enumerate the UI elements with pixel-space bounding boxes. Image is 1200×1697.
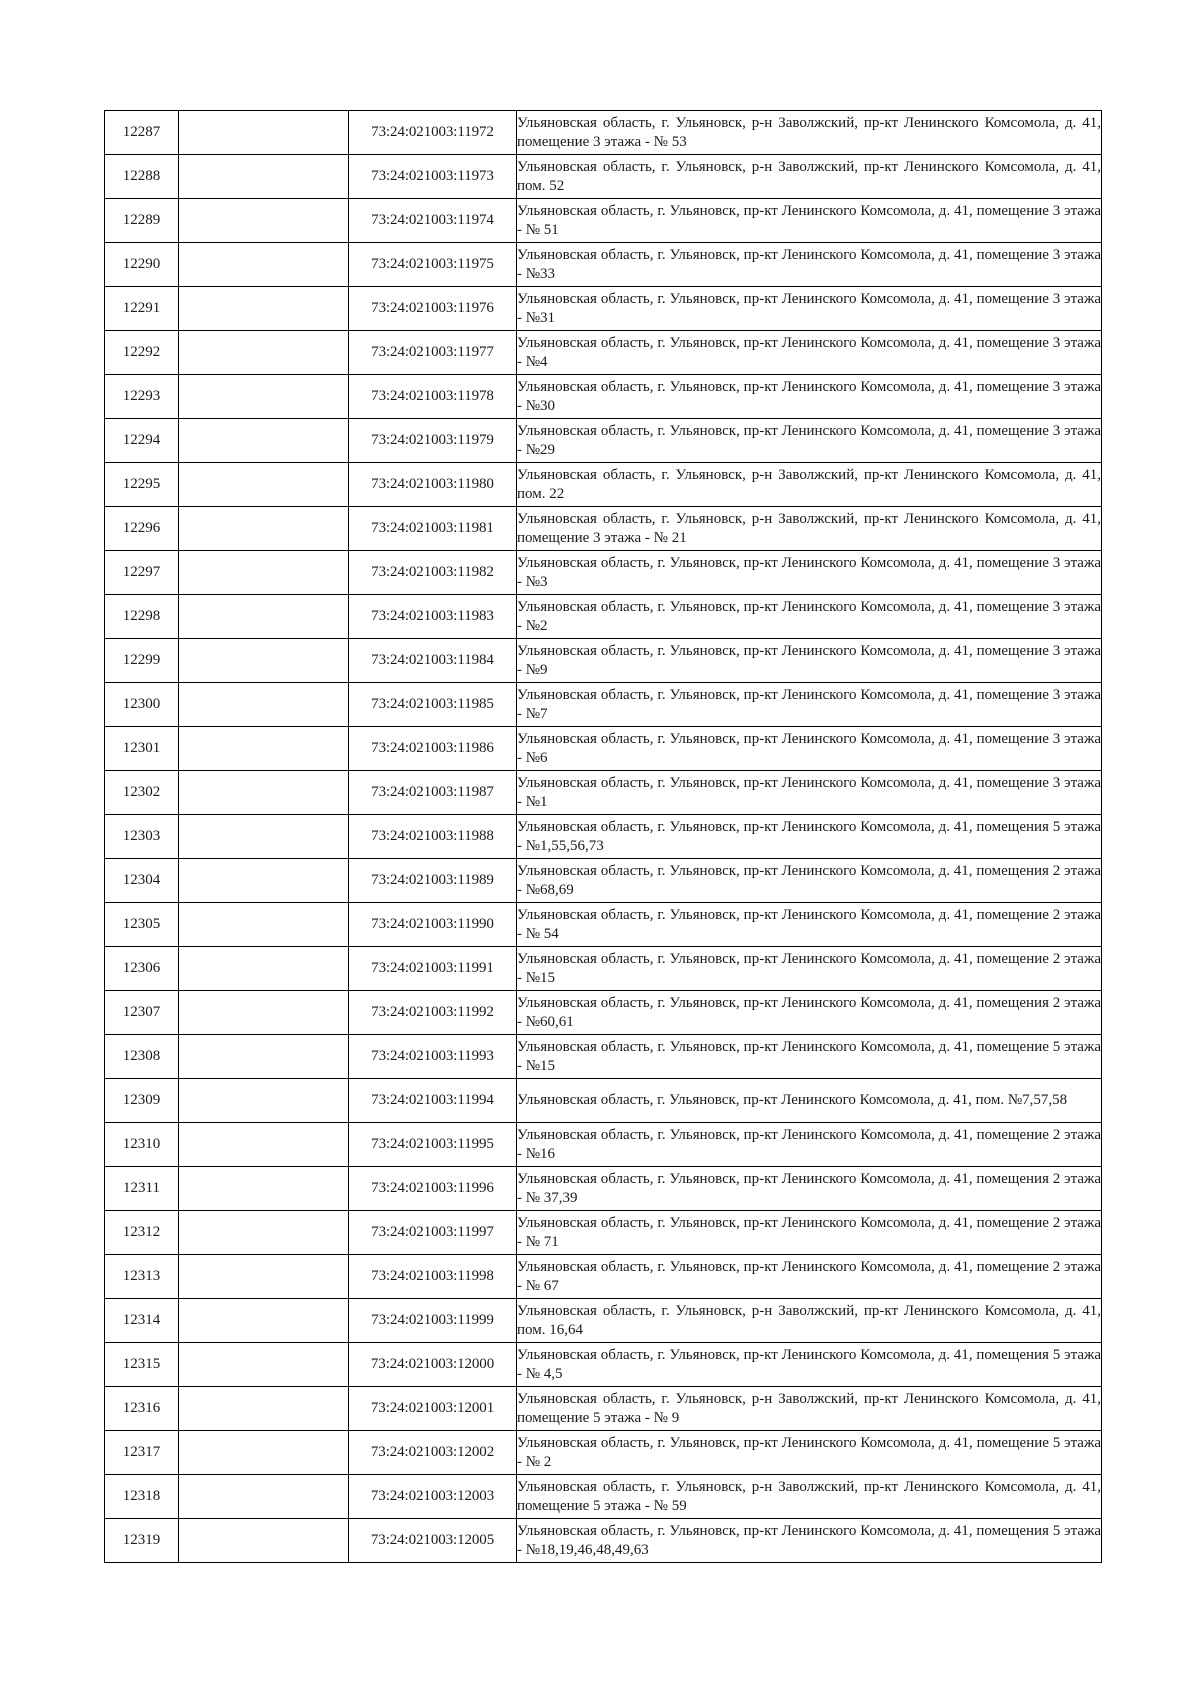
registry-table-body	[105, 111, 1102, 1563]
cadastral-number-cell: 73:24:021003:11978	[349, 375, 517, 419]
cadastral-number-cell: 73:24:021003:12003	[349, 1475, 517, 1519]
row-number-cell: 12314	[105, 1299, 179, 1343]
cadastral-number-cell: 73:24:021003:11977	[349, 331, 517, 375]
empty-cell	[179, 287, 349, 331]
empty-cell	[179, 1255, 349, 1299]
row-number-cell: 12316	[105, 1387, 179, 1431]
empty-cell	[179, 1299, 349, 1343]
cadastral-number-cell: 73:24:021003:11995	[349, 1123, 517, 1167]
row-number-cell: 12295	[105, 463, 179, 507]
empty-cell	[179, 1035, 349, 1079]
row-number-cell: 12297	[105, 551, 179, 595]
row-number-cell: 12310	[105, 1123, 179, 1167]
address-cell: Ульяновская область, г. Ульяновск, пр-кт Ленинского Комсомола, д. 41, помещения 2 этажа - №68,69	[517, 859, 1102, 903]
address-cell: Ульяновская область, г. Ульяновск, пр-кт Ленинского Комсомола, д. 41, помещения 2 этажа - № 37,39	[517, 1167, 1102, 1211]
cadastral-number-cell: 73:24:021003:11985	[349, 683, 517, 727]
cadastral-number-cell: 73:24:021003:11998	[349, 1255, 517, 1299]
address-cell: Ульяновская область, г. Ульяновск, пр-кт Ленинского Комсомола, д. 41, помещения 5 этажа - №1,55,56,73	[517, 815, 1102, 859]
empty-cell	[179, 155, 349, 199]
row-number-cell: 12311	[105, 1167, 179, 1211]
table-row	[105, 1475, 1102, 1519]
table-row	[105, 1387, 1102, 1431]
address-cell: Ульяновская область, г. Ульяновск, р-н Заволжский, пр-кт Ленинского Комсомола, д. 41, помещение 5 этажа - № 9	[517, 1387, 1102, 1431]
table-row	[105, 199, 1102, 243]
cadastral-number-cell: 73:24:021003:11989	[349, 859, 517, 903]
row-number-cell: 12313	[105, 1255, 179, 1299]
address-cell: Ульяновская область, г. Ульяновск, р-н Заволжский, пр-кт Ленинского Комсомола, д. 41, помещение 5 этажа - № 59	[517, 1475, 1102, 1519]
table-row	[105, 771, 1102, 815]
row-number-cell: 12291	[105, 287, 179, 331]
address-cell: Ульяновская область, г. Ульяновск, пр-кт Ленинского Комсомола, д. 41, помещение 2 этажа - № 54	[517, 903, 1102, 947]
table-row	[105, 1343, 1102, 1387]
row-number-cell: 12306	[105, 947, 179, 991]
empty-cell	[179, 507, 349, 551]
row-number-cell: 12292	[105, 331, 179, 375]
address-cell: Ульяновская область, г. Ульяновск, р-н Заволжский, пр-кт Ленинского Комсомола, д. 41, пом. 22	[517, 463, 1102, 507]
address-cell: Ульяновская область, г. Ульяновск, пр-кт Ленинского Комсомола, д. 41, помещение 3 этажа - № 51	[517, 199, 1102, 243]
address-cell: Ульяновская область, г. Ульяновск, пр-кт Ленинского Комсомола, д. 41, помещение 2 этажа - № 71	[517, 1211, 1102, 1255]
cadastral-number-cell: 73:24:021003:11979	[349, 419, 517, 463]
cadastral-number-cell: 73:24:021003:11996	[349, 1167, 517, 1211]
table-row	[105, 1211, 1102, 1255]
table-row	[105, 111, 1102, 155]
table-row	[105, 331, 1102, 375]
row-number-cell: 12318	[105, 1475, 179, 1519]
empty-cell	[179, 683, 349, 727]
row-number-cell: 12308	[105, 1035, 179, 1079]
empty-cell	[179, 639, 349, 683]
empty-cell	[179, 859, 349, 903]
empty-cell	[179, 947, 349, 991]
address-cell: Ульяновская область, г. Ульяновск, пр-кт Ленинского Комсомола, д. 41, помещения 2 этажа - №60,61	[517, 991, 1102, 1035]
table-row	[105, 1299, 1102, 1343]
cadastral-number-cell: 73:24:021003:11999	[349, 1299, 517, 1343]
cadastral-number-cell: 73:24:021003:11986	[349, 727, 517, 771]
table-row	[105, 1035, 1102, 1079]
empty-cell	[179, 1387, 349, 1431]
cadastral-number-cell: 73:24:021003:12005	[349, 1519, 517, 1563]
address-cell: Ульяновская область, г. Ульяновск, пр-кт Ленинского Комсомола, д. 41, пом. №7,57,58	[517, 1079, 1102, 1123]
address-cell: Ульяновская область, г. Ульяновск, пр-кт Ленинского Комсомола, д. 41, помещение 2 этажа - №16	[517, 1123, 1102, 1167]
address-cell: Ульяновская область, г. Ульяновск, р-н Заволжский, пр-кт Ленинского Комсомола, д. 41, помещение 3 этажа - № 53	[517, 111, 1102, 155]
table-row	[105, 287, 1102, 331]
empty-cell	[179, 1079, 349, 1123]
cadastral-number-cell: 73:24:021003:11974	[349, 199, 517, 243]
row-number-cell: 12303	[105, 815, 179, 859]
empty-cell	[179, 1431, 349, 1475]
table-row	[105, 1079, 1102, 1123]
address-cell: Ульяновская область, г. Ульяновск, пр-кт Ленинского Комсомола, д. 41, помещение 3 этажа - №3	[517, 551, 1102, 595]
row-number-cell: 12293	[105, 375, 179, 419]
empty-cell	[179, 815, 349, 859]
table-row	[105, 639, 1102, 683]
empty-cell	[179, 1123, 349, 1167]
row-number-cell: 12300	[105, 683, 179, 727]
address-cell: Ульяновская область, г. Ульяновск, пр-кт Ленинского Комсомола, д. 41, помещение 3 этажа - №30	[517, 375, 1102, 419]
cadastral-number-cell: 73:24:021003:11994	[349, 1079, 517, 1123]
empty-cell	[179, 1519, 349, 1563]
empty-cell	[179, 243, 349, 287]
cadastral-number-cell: 73:24:021003:11982	[349, 551, 517, 595]
empty-cell	[179, 1475, 349, 1519]
table-row	[105, 903, 1102, 947]
empty-cell	[179, 199, 349, 243]
cadastral-number-cell: 73:24:021003:11992	[349, 991, 517, 1035]
address-cell: Ульяновская область, г. Ульяновск, пр-кт Ленинского Комсомола, д. 41, помещение 2 этажа - №15	[517, 947, 1102, 991]
cadastral-number-cell: 73:24:021003:11991	[349, 947, 517, 991]
table-row	[105, 375, 1102, 419]
empty-cell	[179, 1343, 349, 1387]
cadastral-number-cell: 73:24:021003:11981	[349, 507, 517, 551]
cadastral-number-cell: 73:24:021003:11990	[349, 903, 517, 947]
table-row	[105, 507, 1102, 551]
cadastral-number-cell: 73:24:021003:11997	[349, 1211, 517, 1255]
address-cell: Ульяновская область, г. Ульяновск, р-н Заволжский, пр-кт Ленинского Комсомола, д. 41, пом. 16,64	[517, 1299, 1102, 1343]
row-number-cell: 12288	[105, 155, 179, 199]
empty-cell	[179, 991, 349, 1035]
row-number-cell: 12319	[105, 1519, 179, 1563]
empty-cell	[179, 1167, 349, 1211]
empty-cell	[179, 419, 349, 463]
address-cell: Ульяновская область, г. Ульяновск, пр-кт Ленинского Комсомола, д. 41, помещение 5 этажа - № 2	[517, 1431, 1102, 1475]
table-row	[105, 1431, 1102, 1475]
row-number-cell: 12299	[105, 639, 179, 683]
table-row	[105, 991, 1102, 1035]
table-row	[105, 947, 1102, 991]
table-row	[105, 1167, 1102, 1211]
row-number-cell: 12317	[105, 1431, 179, 1475]
row-number-cell: 12287	[105, 111, 179, 155]
empty-cell	[179, 1211, 349, 1255]
empty-cell	[179, 331, 349, 375]
row-number-cell: 12289	[105, 199, 179, 243]
cadastral-number-cell: 73:24:021003:11972	[349, 111, 517, 155]
address-cell: Ульяновская область, г. Ульяновск, пр-кт Ленинского Комсомола, д. 41, помещение 3 этажа - №33	[517, 243, 1102, 287]
row-number-cell: 12296	[105, 507, 179, 551]
empty-cell	[179, 595, 349, 639]
address-cell: Ульяновская область, г. Ульяновск, р-н Заволжский, пр-кт Ленинского Комсомола, д. 41, помещение 3 этажа - № 21	[517, 507, 1102, 551]
address-cell: Ульяновская область, г. Ульяновск, р-н Заволжский, пр-кт Ленинского Комсомола, д. 41, пом. 52	[517, 155, 1102, 199]
row-number-cell: 12302	[105, 771, 179, 815]
address-cell: Ульяновская область, г. Ульяновск, пр-кт Ленинского Комсомола, д. 41, помещение 3 этажа - №2	[517, 595, 1102, 639]
empty-cell	[179, 375, 349, 419]
row-number-cell: 12290	[105, 243, 179, 287]
cadastral-number-cell: 73:24:021003:11973	[349, 155, 517, 199]
empty-cell	[179, 903, 349, 947]
row-number-cell: 12307	[105, 991, 179, 1035]
address-cell: Ульяновская область, г. Ульяновск, пр-кт Ленинского Комсомола, д. 41, помещение 3 этажа - №1	[517, 771, 1102, 815]
address-cell: Ульяновская область, г. Ульяновск, пр-кт Ленинского Комсомола, д. 41, помещение 2 этажа - № 67	[517, 1255, 1102, 1299]
address-cell: Ульяновская область, г. Ульяновск, пр-кт Ленинского Комсомола, д. 41, помещения 5 этажа - № 4,5	[517, 1343, 1102, 1387]
cadastral-number-cell: 73:24:021003:11983	[349, 595, 517, 639]
row-number-cell: 12305	[105, 903, 179, 947]
table-row	[105, 683, 1102, 727]
address-cell: Ульяновская область, г. Ульяновск, пр-кт Ленинского Комсомола, д. 41, помещение 3 этажа - №31	[517, 287, 1102, 331]
row-number-cell: 12294	[105, 419, 179, 463]
table-row	[105, 419, 1102, 463]
row-number-cell: 12312	[105, 1211, 179, 1255]
table-row	[105, 155, 1102, 199]
table-row	[105, 1519, 1102, 1563]
address-cell: Ульяновская область, г. Ульяновск, пр-кт Ленинского Комсомола, д. 41, помещения 5 этажа - №18,19,46,48,49,63	[517, 1519, 1102, 1563]
empty-cell	[179, 551, 349, 595]
address-cell: Ульяновская область, г. Ульяновск, пр-кт Ленинского Комсомола, д. 41, помещение 3 этажа - №9	[517, 639, 1102, 683]
cadastral-number-cell: 73:24:021003:11988	[349, 815, 517, 859]
table-row	[105, 551, 1102, 595]
cadastral-number-cell: 73:24:021003:11987	[349, 771, 517, 815]
cadastral-number-cell: 73:24:021003:11993	[349, 1035, 517, 1079]
registry-table	[104, 110, 1102, 1563]
row-number-cell: 12309	[105, 1079, 179, 1123]
row-number-cell: 12298	[105, 595, 179, 639]
row-number-cell: 12315	[105, 1343, 179, 1387]
table-row	[105, 595, 1102, 639]
cadastral-number-cell: 73:24:021003:12002	[349, 1431, 517, 1475]
table-row	[105, 815, 1102, 859]
cadastral-number-cell: 73:24:021003:11980	[349, 463, 517, 507]
table-row	[105, 727, 1102, 771]
cadastral-number-cell: 73:24:021003:12001	[349, 1387, 517, 1431]
cadastral-number-cell: 73:24:021003:11975	[349, 243, 517, 287]
address-cell: Ульяновская область, г. Ульяновск, пр-кт Ленинского Комсомола, д. 41, помещение 3 этажа - №6	[517, 727, 1102, 771]
row-number-cell: 12304	[105, 859, 179, 903]
cadastral-number-cell: 73:24:021003:12000	[349, 1343, 517, 1387]
address-cell: Ульяновская область, г. Ульяновск, пр-кт Ленинского Комсомола, д. 41, помещение 3 этажа - №29	[517, 419, 1102, 463]
table-row	[105, 463, 1102, 507]
cadastral-number-cell: 73:24:021003:11976	[349, 287, 517, 331]
cadastral-number-cell: 73:24:021003:11984	[349, 639, 517, 683]
address-cell: Ульяновская область, г. Ульяновск, пр-кт Ленинского Комсомола, д. 41, помещение 5 этажа - №15	[517, 1035, 1102, 1079]
row-number-cell: 12301	[105, 727, 179, 771]
table-row	[105, 243, 1102, 287]
empty-cell	[179, 727, 349, 771]
empty-cell	[179, 111, 349, 155]
address-cell: Ульяновская область, г. Ульяновск, пр-кт Ленинского Комсомола, д. 41, помещение 3 этажа - №4	[517, 331, 1102, 375]
address-cell: Ульяновская область, г. Ульяновск, пр-кт Ленинского Комсомола, д. 41, помещение 3 этажа - №7	[517, 683, 1102, 727]
table-row	[105, 1123, 1102, 1167]
table-row	[105, 859, 1102, 903]
table-row	[105, 1255, 1102, 1299]
empty-cell	[179, 463, 349, 507]
empty-cell	[179, 771, 349, 815]
